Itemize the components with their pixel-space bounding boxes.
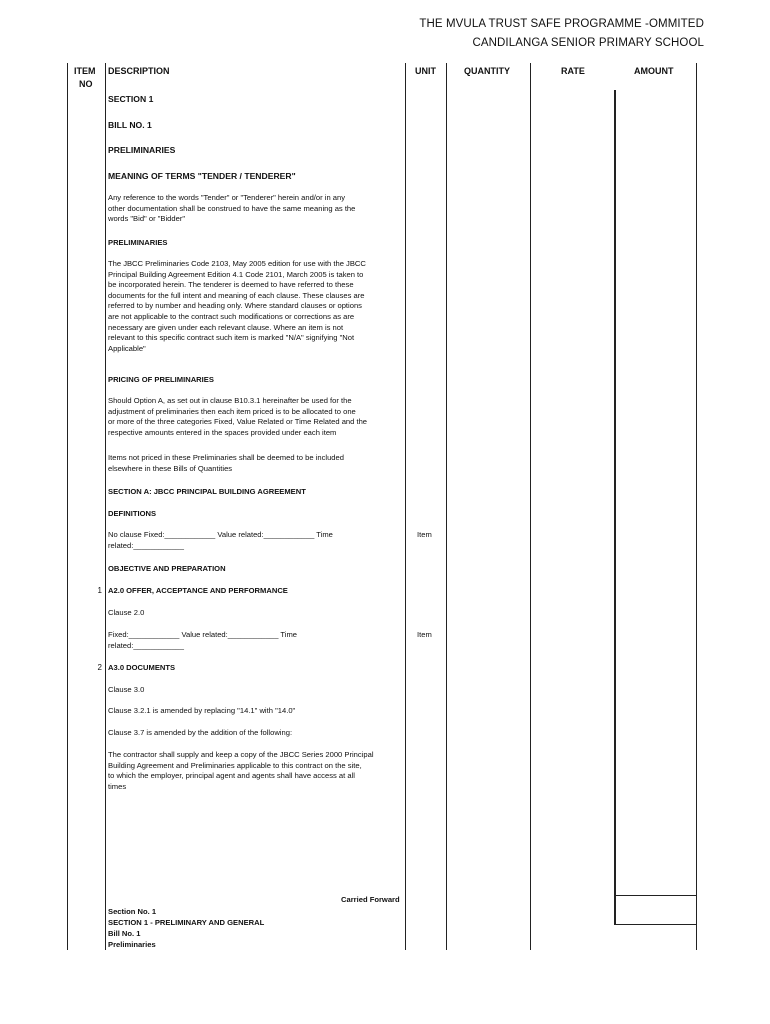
unit-column-divider [446, 63, 447, 950]
item-heading: A3.0 DOCUMENTS [108, 663, 176, 672]
col-item-header: ITEM [74, 66, 96, 76]
carried-forward-label: Carried Forward [341, 895, 400, 904]
clause-label: Clause 2.0 [108, 608, 145, 617]
pricing-paragraph [108, 396, 367, 438]
text-line: Applicable" [108, 343, 146, 353]
bill-number: BILL NO. 1 [108, 120, 152, 130]
footer-section-no: Section No. 1 [108, 907, 157, 916]
meaning-of-terms-heading: MEANING OF TERMS "TENDER / TENDERER" [108, 171, 296, 181]
text-line: The contractor shall supply and keep a copy of the JBCC Series 2000 Principal [108, 750, 374, 759]
text-line: Items not priced in these Preliminaries shall be deemed to be included [108, 453, 344, 462]
definitions-heading: DEFINITIONS [108, 509, 157, 518]
text-line: be incorporated herein. The tenderer is deemed to have referred to these [108, 280, 354, 290]
text-line: words "Bid" or "Bidder" [108, 214, 186, 224]
text-line: Fixed:____________ Value related:____________ Time [108, 630, 298, 639]
text-line: related:____________ [108, 540, 185, 550]
col-description-header: DESCRIPTION [108, 66, 170, 76]
quantity-column-divider [530, 63, 531, 950]
carried-forward-box-top [614, 895, 697, 896]
items-not-priced-paragraph [108, 453, 344, 474]
clause-label: Clause 3.0 [108, 685, 145, 694]
objective-heading: OBJECTIVE AND PREPARATION [108, 564, 226, 573]
clause-amendment: Clause 3.2.1 is amended by replacing "14.1" with "14.0" [108, 706, 296, 715]
col-unit-header: UNIT [415, 66, 436, 76]
item-number: 2 [97, 663, 102, 672]
text-line: Principal Building Agreement Edition 4.1 Code 2101, March 2005 is taken to [108, 269, 364, 279]
text-line: Any reference to the words "Tender" or "Tenderer" herein and/or in any [108, 193, 346, 202]
col-amount-header: AMOUNT [634, 66, 674, 76]
footer-preliminaries: Preliminaries [108, 940, 156, 949]
rate-column-divider [614, 90, 616, 924]
text-line: necessary are given under each relevant clause. Where an item is not [108, 322, 344, 332]
unit-cell: Item [417, 630, 432, 639]
text-line: other documentation shall be construed to have the same meaning as the [108, 203, 356, 213]
table-left-border [67, 63, 68, 950]
text-line: No clause Fixed:____________ Value related:____________ Time [108, 530, 333, 539]
text-line: documents for the full intent and meaning of each clause. These clauses are [108, 290, 365, 300]
text-line: elsewhere in these Bills of Quantities [108, 463, 233, 473]
item-heading: A2.0 OFFER, ACCEPTANCE AND PERFORMANCE [108, 586, 288, 595]
text-line: The JBCC Preliminaries Code 2103, May 2005 edition for use with the JBCC [108, 259, 366, 268]
col-rate-header: RATE [561, 66, 585, 76]
contractor-paragraph [108, 750, 374, 792]
text-line: times [108, 781, 127, 791]
preliminaries-subheading: PRELIMINARIES [108, 238, 168, 247]
school-name: CANDILANGA SENIOR PRIMARY SCHOOL [472, 37, 704, 49]
table-right-border [696, 63, 697, 950]
text-line: are not applicable to the contract such modifications or corrections as are [108, 311, 355, 321]
col-item-header-no: NO [79, 79, 93, 89]
description-column-divider [405, 63, 406, 950]
text-line: Should Option A, as set out in clause B10.3.1 hereinafter be used for the [108, 396, 352, 405]
text-line: respective amounts entered in the spaces provided under each item [108, 427, 337, 437]
clause-amendment: Clause 3.7 is amended by the addition of the following: [108, 728, 293, 737]
footer-bill-no: Bill No. 1 [108, 929, 141, 938]
text-line: or more of the three categories Fixed, Value Related or Time Related and the [108, 417, 368, 427]
footer-section-description: SECTION 1 - PRELIMINARY AND GENERAL [108, 918, 265, 927]
text-line: relevant to this specific contract such item is marked "N/A" signifying "Not [108, 333, 355, 343]
document-title: THE MVULA TRUST SAFE PROGRAMME -OMMITED [419, 18, 704, 30]
jbcc-preliminaries-paragraph [108, 259, 366, 354]
fixed-value-line [108, 630, 297, 651]
pricing-heading: PRICING OF PRELIMINARIES [108, 375, 214, 384]
section-heading: SECTION 1 [108, 94, 154, 104]
carried-forward-box-bottom [614, 924, 697, 925]
no-clause-line [108, 530, 333, 551]
preliminaries-heading: PRELIMINARIES [108, 145, 176, 155]
text-line: to which the employer, principal agent and agents shall have access at all [108, 771, 355, 781]
text-line: referred to by number and heading only. Where standard clauses or options [108, 301, 362, 311]
meaning-paragraph [108, 193, 355, 225]
unit-cell: Item [417, 530, 432, 539]
text-line: adjustment of preliminaries then each item priced is to be allocated to one [108, 406, 356, 416]
item-column-divider [105, 63, 106, 950]
col-quantity-header: QUANTITY [464, 66, 510, 76]
text-line: Building Agreement and Preliminaries applicable to this contract on the site, [108, 760, 362, 770]
text-line: related:____________ [108, 640, 185, 650]
section-a-heading: SECTION A: JBCC PRINCIPAL BUILDING AGREEMENT [108, 487, 306, 496]
item-number: 1 [97, 586, 102, 595]
